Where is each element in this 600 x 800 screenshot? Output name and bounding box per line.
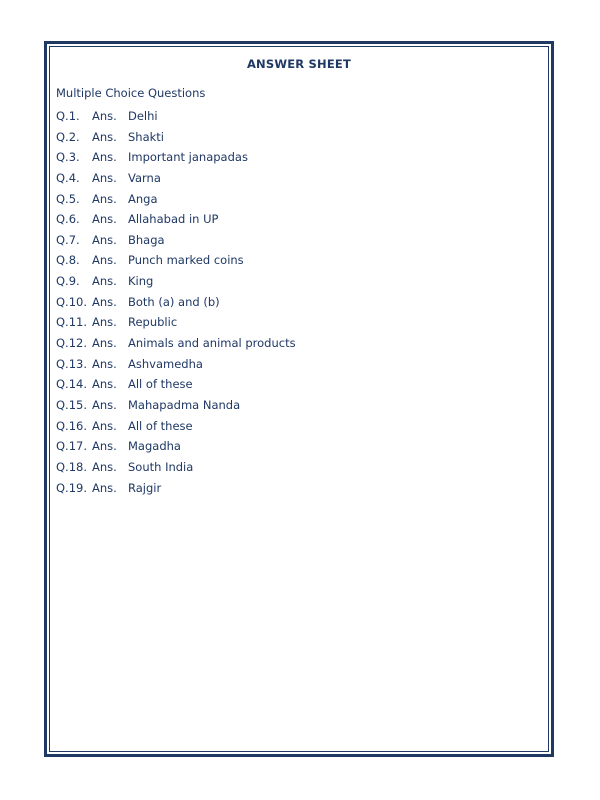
answer-row [56, 478, 296, 499]
answer-label: Ans. [92, 232, 117, 247]
answer-text: Animals and animal products [128, 336, 296, 351]
answer-row [56, 312, 296, 333]
answer-row [56, 127, 296, 148]
question-number: Q.8. [56, 253, 80, 268]
answer-text: Both (a) and (b) [128, 294, 220, 309]
answer-label: Ans. [92, 315, 117, 330]
answer-text: Shakti [128, 129, 164, 144]
answer-text: Punch marked coins [128, 253, 244, 268]
answer-text: Rajgir [128, 480, 162, 495]
answer-label: Ans. [92, 397, 117, 412]
section-heading: Multiple Choice Questions [56, 86, 206, 100]
answer-row [56, 354, 296, 375]
answer-row [56, 292, 296, 313]
answer-label: Ans. [92, 377, 117, 392]
question-number: Q.12. [56, 336, 87, 351]
answer-text: King [128, 274, 154, 289]
question-number: Q.9. [56, 274, 80, 289]
answer-row [56, 457, 296, 478]
answer-text: South India [128, 459, 194, 474]
answer-row [56, 374, 296, 395]
answer-label: Ans. [92, 212, 117, 227]
answer-label: Ans. [92, 170, 117, 185]
question-number: Q.4. [56, 170, 80, 185]
question-number: Q.2. [56, 129, 80, 144]
answer-label: Ans. [92, 418, 117, 433]
answer-text: All of these [128, 418, 193, 433]
question-number: Q.7. [56, 232, 80, 247]
answer-text: Republic [128, 315, 178, 330]
question-number: Q.5. [56, 191, 80, 206]
answer-label: Ans. [92, 274, 117, 289]
question-number: Q.3. [56, 150, 80, 165]
answer-row [56, 189, 296, 210]
answer-label: Ans. [92, 356, 117, 371]
answer-row [56, 168, 296, 189]
page-border [44, 41, 554, 757]
answer-row [56, 271, 296, 292]
answer-list [56, 106, 296, 498]
question-number: Q.11. [56, 315, 87, 330]
answer-label: Ans. [92, 109, 117, 123]
answer-text: Varna [128, 170, 161, 185]
answer-row [56, 209, 296, 230]
answer-label: Ans. [92, 439, 117, 454]
answer-label: Ans. [92, 336, 117, 351]
answer-row [56, 333, 296, 354]
answer-label: Ans. [92, 480, 117, 495]
question-number: Q.15. [56, 397, 87, 412]
answer-text: Allahabad in UP [128, 212, 219, 227]
answer-label: Ans. [92, 129, 117, 144]
answer-text: All of these [128, 377, 193, 392]
answer-text: Delhi [128, 109, 158, 123]
answer-text: Important janapadas [128, 150, 248, 165]
answer-row [56, 147, 296, 168]
page-title: ANSWER SHEET [246, 57, 352, 71]
answer-text: Ashvamedha [128, 356, 203, 371]
answer-label: Ans. [92, 150, 117, 165]
question-number: Q.6. [56, 212, 80, 227]
answer-label: Ans. [92, 294, 117, 309]
question-number: Q.17. [56, 439, 87, 454]
question-number: Q.13. [56, 356, 87, 371]
question-number: Q.18. [56, 459, 87, 474]
answer-text: Mahapadma Nanda [128, 397, 241, 412]
answer-label: Ans. [92, 459, 117, 474]
answer-row [56, 106, 296, 127]
question-number: Q.1. [56, 109, 80, 123]
answer-text: Magadha [128, 439, 181, 454]
page-border-inner [49, 46, 549, 752]
answer-text: Bhaga [128, 232, 165, 247]
answer-row [56, 436, 296, 457]
answer-row [56, 416, 296, 437]
answer-label: Ans. [92, 191, 117, 206]
answer-label: Ans. [92, 253, 117, 268]
answer-row [56, 250, 296, 271]
question-number: Q.14. [56, 377, 87, 392]
answer-row [56, 395, 296, 416]
answer-row [56, 230, 296, 251]
question-number: Q.10. [56, 294, 87, 309]
answer-text: Anga [128, 191, 158, 206]
question-number: Q.19. [56, 480, 87, 495]
question-number: Q.16. [56, 418, 87, 433]
